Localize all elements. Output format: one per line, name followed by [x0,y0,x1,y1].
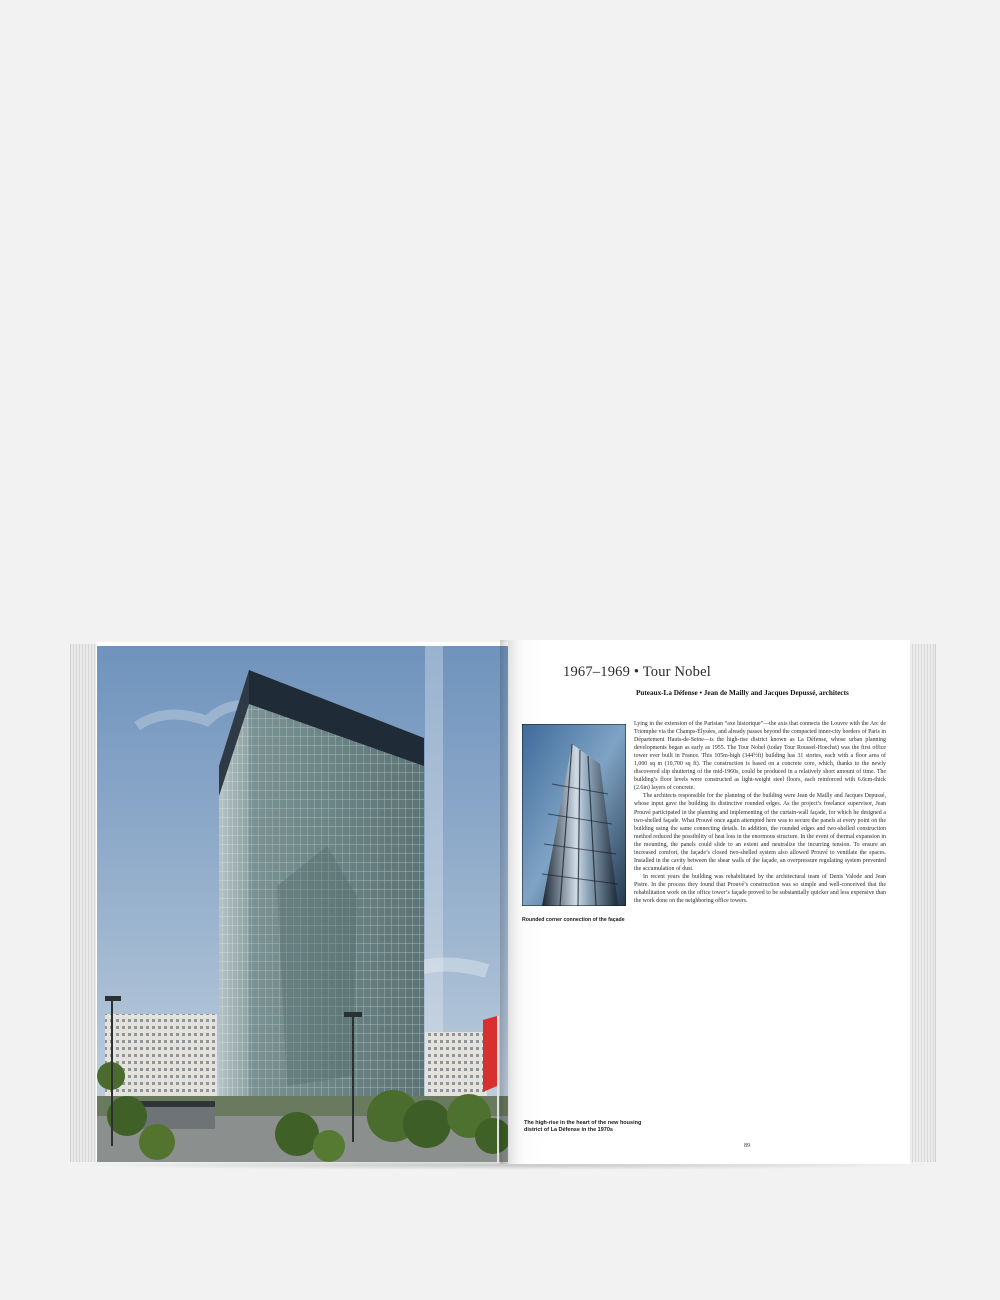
left-page [96,642,508,1162]
paragraph-3: In recent years the building was rehabilitated by the architectural team of Denis Valode and Jean Pistre. In the process they found that Prouvé’s construction was so simple and well-conceived that the rehabilitation work on the office tower’s façade proved to be substantially quicker and less expensive than the work done on the neighboring office towers. [634,873,886,905]
page-number: 89 [744,1143,750,1149]
paragraph-1: Lying in the extension of the Parisian “axe historique”—the axis that connects the Louvre with the Arc de Triomphe via the Champs-Élysées, and already passes beyond the compacted inner-city borders of Paris in Département Hauts-de-Seine—is the high-rise district known as La Défense, whose urban planning developments began as early as 1955. The Tour Nobel (today Tour Roussel-Hoechst) was the first office tower ever built in France. This 105m-high (344½ft) building has 31 stories, each with a floor area of 1,000 sq m (10,700 sq ft). The construction is based on a concrete core, which, thanks to the newly discovered slip shuttering of the mid-1960s, could be produced in a relatively short amount of time. The building’s floor levels were constructed as light-weight steel floors, each reinforced with 6.6cm-thick (2.6in) layers of concrete. [634,721,886,792]
right-page-edges [909,644,936,1162]
paragraph-2: The architects responsible for the planning of the building were Jean de Mailly and Jacques Depussé, whose input gave the building its distinctive rounded edges. As the project’s freelance supervisor, Jean Prouvé participated in the planning and implementing of the curtain-wall façade, for which he designed a two-shelled façade. What Prouvé once again attempted here was to secure the panels at every point on the building using the same connecting details. In addition, the rounded edges and two-shelled construction method reduced the possibility of heat loss in the enormous structure. In the event of thermal expansion in the mounting, the panels could slide to an extent and neutralize the incurring tension. To ensure an increased comfort, the façade’s closed two-shelled system also allowed Prouvé to ventilate the spaces. Installed in the cavity between the shear walls of the façade, an overpressure regulating system prevented the accumulation of dust. [634,793,886,872]
page-title: 1967–1969 • Tour Nobel [563,664,711,680]
book-spine-shadow [500,640,516,1164]
photo-caption: The high-rise in the heart of the new housing district of La Défense in the 1970s [524,1120,642,1133]
page-subtitle: Puteaux-La Défense • Jean de Mailly and Jacques Depussé, architects [636,689,849,697]
body-text [634,720,886,905]
tour-nobel-photo [97,646,508,1162]
thumb-caption: Rounded corner connection of the façade [522,917,625,923]
left-page-edges [70,644,97,1162]
facade-detail-photo [522,724,626,906]
